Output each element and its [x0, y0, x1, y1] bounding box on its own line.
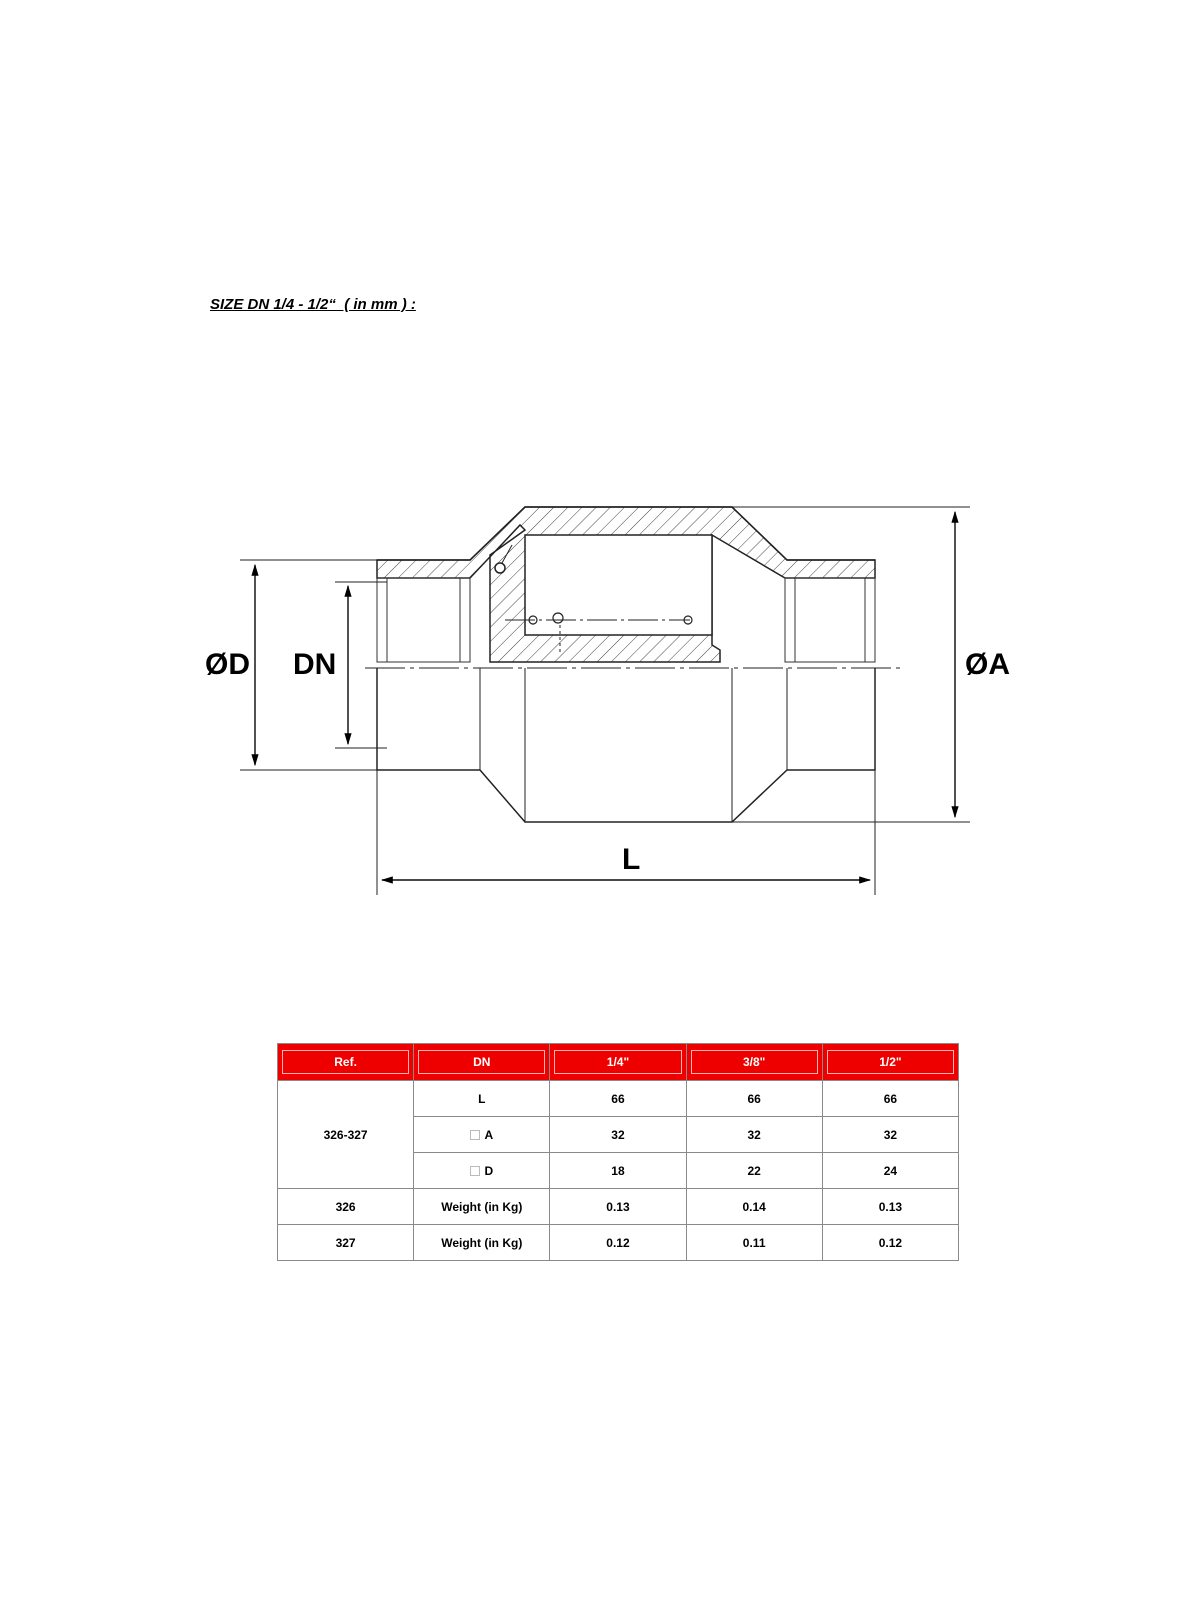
dimensions-table: [277, 1043, 959, 1261]
table-cell: 18: [550, 1153, 686, 1189]
thread-left: [377, 578, 470, 662]
table-header-row: [278, 1044, 959, 1081]
row-label: Weight (in Kg): [414, 1225, 550, 1261]
table-cell: 32: [686, 1117, 822, 1153]
dimension-label-od: ØD: [205, 648, 250, 681]
table-cell: 22: [686, 1153, 822, 1189]
table-cell: 0.12: [822, 1225, 958, 1261]
table-cell: 66: [550, 1081, 686, 1117]
table-row: [278, 1225, 959, 1261]
table-row: [278, 1189, 959, 1225]
table-cell: 66: [822, 1081, 958, 1117]
ref-cell: 327: [278, 1225, 414, 1261]
row-label: D: [414, 1153, 550, 1189]
row-label: Weight (in Kg): [414, 1189, 550, 1225]
group-ref-cell: 326-327: [278, 1081, 414, 1189]
table-cell: 32: [550, 1117, 686, 1153]
header-size-3: 1/2": [822, 1044, 958, 1081]
table-cell: 0.11: [686, 1225, 822, 1261]
table-cell: 0.12: [550, 1225, 686, 1261]
table-row: [278, 1081, 959, 1117]
table-cell: 24: [822, 1153, 958, 1189]
header-size-2: 3/8": [686, 1044, 822, 1081]
header-dn: DN: [414, 1044, 550, 1081]
section-heading: SIZE DN 1/4 - 1/2“ ( in mm ) :: [210, 296, 416, 313]
diameter-box-icon: [470, 1166, 480, 1176]
table-cell: 0.14: [686, 1189, 822, 1225]
table-cell: 66: [686, 1081, 822, 1117]
diameter-box-icon: [470, 1130, 480, 1140]
header-ref: Ref.: [278, 1044, 414, 1081]
body-outline-lower: [377, 668, 875, 822]
thread-right: [785, 578, 875, 662]
dimension-label-l: L: [622, 843, 641, 876]
ref-cell: 326: [278, 1189, 414, 1225]
row-label: A: [414, 1117, 550, 1153]
table-cell: 0.13: [550, 1189, 686, 1225]
table-cell: 32: [822, 1117, 958, 1153]
header-size-1: 1/4": [550, 1044, 686, 1081]
dimension-label-oa: ØA: [965, 648, 1010, 681]
table-cell: 0.13: [822, 1189, 958, 1225]
row-label: L: [414, 1081, 550, 1117]
dimension-label-dn: DN: [293, 648, 337, 681]
